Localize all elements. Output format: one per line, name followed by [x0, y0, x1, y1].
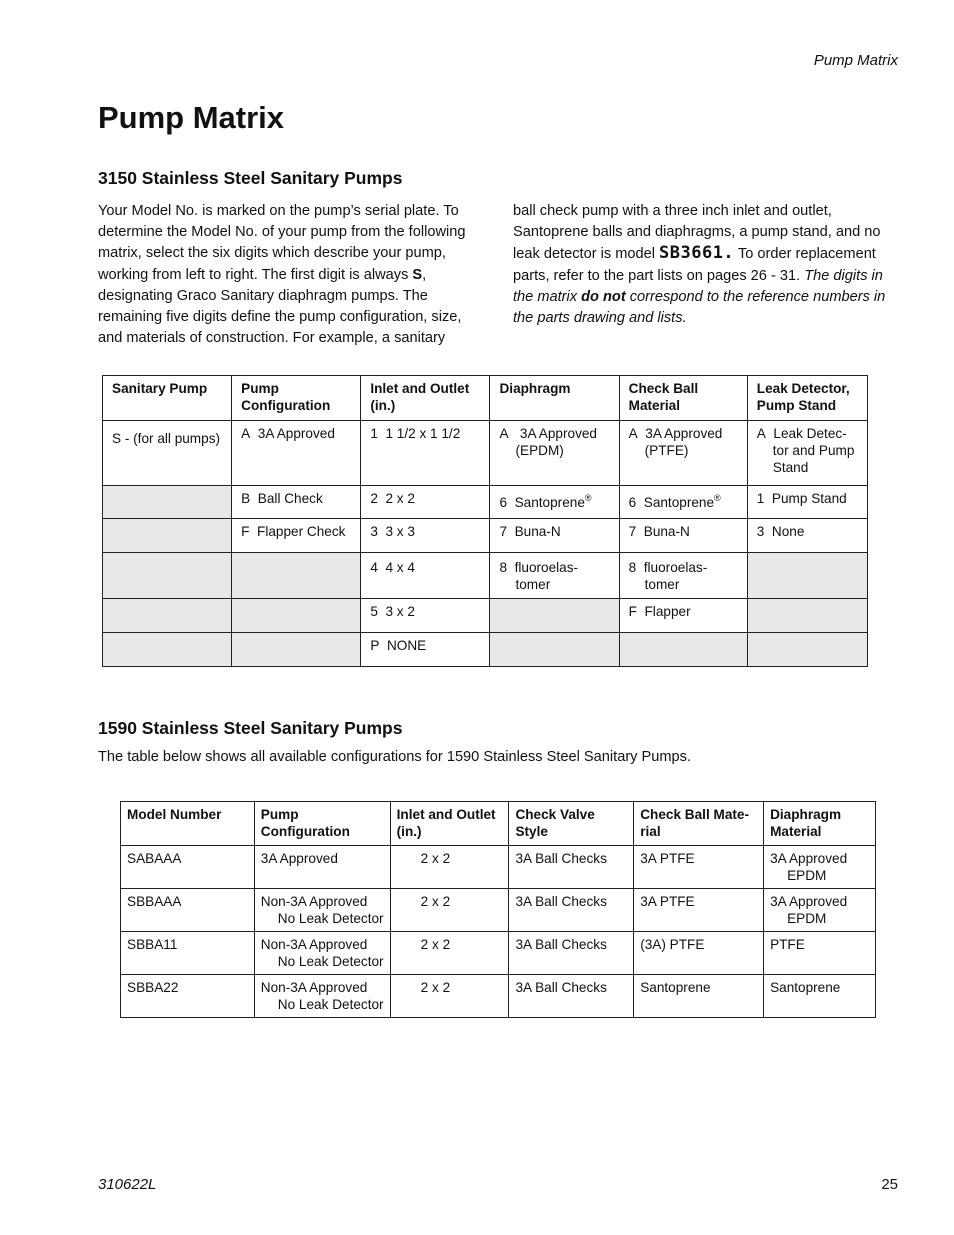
table-cell-empty: [490, 633, 619, 667]
cell-ball: 3A PTFE: [634, 889, 764, 932]
cell-inlet: 2 x 2: [390, 889, 509, 932]
table-row: [103, 519, 868, 553]
table-cell-empty: [747, 633, 867, 667]
table-row: [103, 553, 868, 599]
table-cell: B Ball Check: [232, 486, 361, 519]
cell-inlet: 2 x 2: [390, 975, 509, 1018]
section-heading-3150: 3150 Stainless Steel Sanitary Pumps: [98, 168, 403, 188]
cell-config: Non-3A Approved No Leak Detector: [254, 932, 390, 975]
table-cell: 1 Pump Stand: [747, 486, 867, 519]
cell-diaphragm: Santoprene: [764, 975, 876, 1018]
table-cell: 8 fluoroelas- tomer: [490, 553, 619, 599]
table-cell-empty: [103, 486, 232, 519]
col-header: Pump Configuration: [232, 376, 361, 421]
col-header: Inlet and Outlet (in.): [361, 376, 490, 421]
cell-model: SABAAA: [121, 846, 255, 889]
table-cell-empty: [232, 599, 361, 633]
cell-ball: 3A PTFE: [634, 846, 764, 889]
cell-valve: 3A Ball Checks: [509, 932, 634, 975]
table-cell: A 3A Approved (EPDM): [490, 421, 619, 486]
cell-model: SBBA11: [121, 932, 255, 975]
note-text-cont: correspond to the reference numbers in the parts drawing and lists.: [513, 288, 886, 327]
cell-ball: (3A) PTFE: [634, 932, 764, 975]
table-cell-empty: [232, 633, 361, 667]
col-header: Model Number: [121, 802, 255, 846]
section-heading-1590: 1590 Stainless Steel Sanitary Pumps: [98, 718, 403, 738]
cell-inlet: 2 x 2: [390, 846, 509, 889]
table-cell: 1 1 1/2 x 1 1/2: [361, 421, 490, 486]
cell-diaphragm: PTFE: [764, 932, 876, 975]
cell-diaphragm: 3A Approved EPDM: [764, 846, 876, 889]
configurations-table: [120, 801, 876, 1018]
table-cell: A 3A Approved (PTFE): [619, 421, 747, 486]
table-cell: 2 2 x 2: [361, 486, 490, 519]
table-header-row: [103, 376, 868, 421]
footer-doc-number: 310622L: [98, 1176, 157, 1193]
cell-valve: 3A Ball Checks: [509, 889, 634, 932]
pump-matrix-table: [102, 375, 868, 667]
col-header: Check Ball Mate-rial: [634, 802, 764, 846]
col-header: Leak Detector, Pump Stand: [747, 376, 867, 421]
col-header: Diaphragm: [490, 376, 619, 421]
cell-valve: 3A Ball Checks: [509, 975, 634, 1018]
table-cell-empty: [747, 553, 867, 599]
example-model-number: SB3661.: [659, 243, 735, 264]
table-cell: F Flapper: [619, 599, 747, 633]
table-row: [103, 633, 868, 667]
table-cell: 5 3 x 2: [361, 599, 490, 633]
table-cell-empty: [232, 553, 361, 599]
note-text: The digits in the matrix: [513, 267, 883, 305]
table-cell-empty: [103, 553, 232, 599]
cell-inlet: 2 x 2: [390, 932, 509, 975]
cell-config: Non-3A Approved No Leak Detector: [254, 889, 390, 932]
table-cell: 8 fluoroelas- tomer: [619, 553, 747, 599]
page-title: Pump Matrix: [98, 100, 285, 135]
table-cell: 3 None: [747, 519, 867, 553]
table-cell: A Leak Detec- tor and Pump Stand: [747, 421, 867, 486]
footer-page-number: 25: [881, 1176, 898, 1193]
table-row: [121, 846, 876, 889]
intro-column-right: [513, 201, 898, 329]
col-header: Inlet and Outlet (in.): [390, 802, 509, 846]
running-header: Pump Matrix: [813, 52, 898, 69]
table-cell: 7 Buna-N: [490, 519, 619, 553]
table-cell: A 3A Approved: [232, 421, 361, 486]
table-cell: 7 Buna-N: [619, 519, 747, 553]
intro-bold-s: S: [412, 266, 423, 283]
table-header-row: [121, 802, 876, 846]
cell-model: SBBAAA: [121, 889, 255, 932]
table-row: [103, 599, 868, 633]
table-cell: S - (for all pumps): [103, 421, 232, 486]
table-cell: F Flapper Check: [232, 519, 361, 553]
table-row: [121, 932, 876, 975]
col-header: Diaphragm Material: [764, 802, 876, 846]
table-cell-empty: [103, 633, 232, 667]
table-row: [121, 889, 876, 932]
cell-config: Non-3A Approved No Leak Detector: [254, 975, 390, 1018]
table-cell: P NONE: [361, 633, 490, 667]
intro-text-cont: , designating Graco Sanitary diaphragm pumps. The remaining five digits define the pump configuration, size, and materials of construction. For example, a sanitary: [98, 266, 462, 347]
order-text: To order replacement parts, refer to the part lists on pages 26 - 31.: [513, 246, 876, 284]
intro-text: Your Model No. is marked on the pump’s serial plate. To determine the Model No. of your pump from the following matrix, select the six digits which describe your pump, working from left to right. The first digit is always: [98, 203, 466, 283]
table-row: [103, 421, 868, 486]
cell-config: 3A Approved: [254, 846, 390, 889]
col-header: Pump Configuration: [254, 802, 390, 846]
note-emphasis: do not: [581, 288, 626, 305]
col-header: Sanitary Pump: [103, 376, 232, 421]
table-cell: 6 Santoprene®: [619, 486, 747, 519]
table-cell-empty: [747, 599, 867, 633]
table-cell-empty: [490, 599, 619, 633]
table-row: [121, 975, 876, 1018]
cell-valve: 3A Ball Checks: [509, 846, 634, 889]
table-cell-empty: [619, 633, 747, 667]
table-row: [103, 486, 868, 519]
section-1590-intro: The table below shows all available configurations for 1590 Stainless Steel Sanitary Pumps.: [98, 749, 691, 765]
intro-column-left: [98, 201, 486, 349]
cell-ball: Santoprene: [634, 975, 764, 1018]
table-cell-empty: [103, 599, 232, 633]
table-cell: 6 Santoprene®: [490, 486, 619, 519]
col-header: Check Valve Style: [509, 802, 634, 846]
table-cell-empty: [103, 519, 232, 553]
cell-diaphragm: 3A Approved EPDM: [764, 889, 876, 932]
col-header: Check Ball Material: [619, 376, 747, 421]
example-text: ball check pump with a three inch inlet and outlet, Santoprene balls and diaphragms, a pump stand, and no leak detector is model: [513, 203, 881, 263]
table-cell: 4 4 x 4: [361, 553, 490, 599]
table-cell: 3 3 x 3: [361, 519, 490, 553]
cell-model: SBBA22: [121, 975, 255, 1018]
